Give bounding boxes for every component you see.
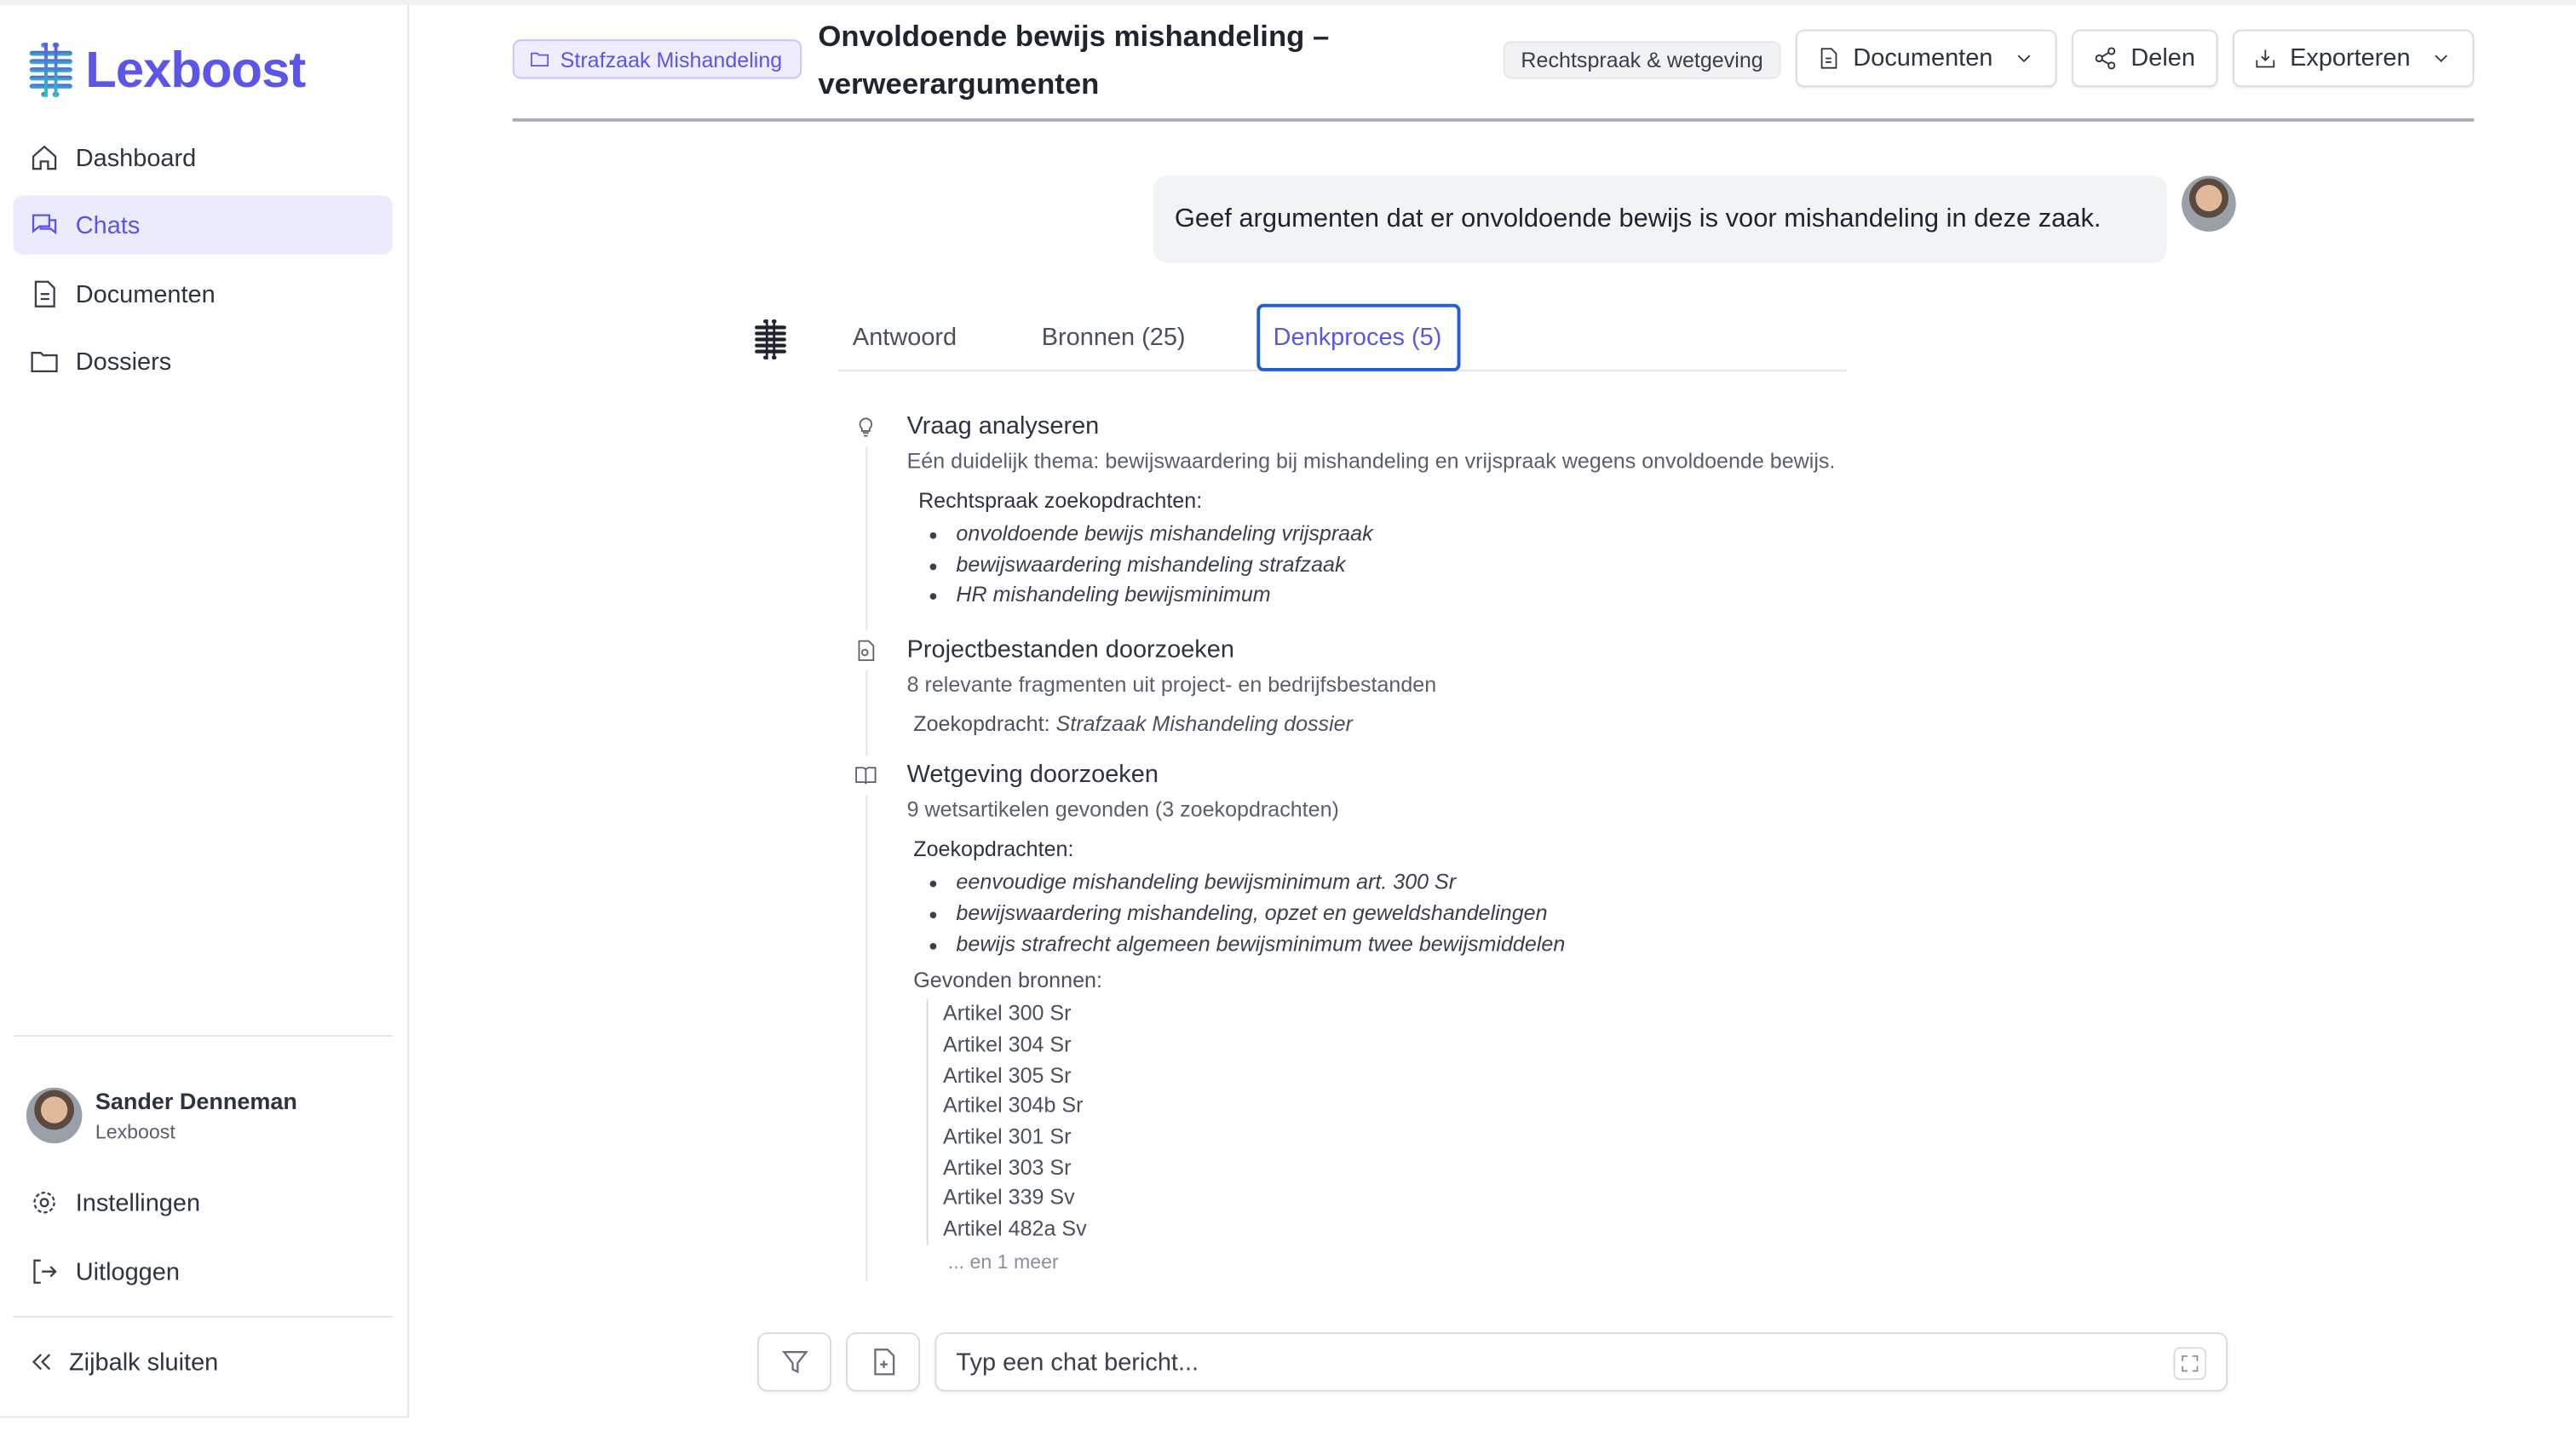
filter-icon bbox=[779, 1347, 809, 1377]
tab-antwoord[interactable]: Antwoord bbox=[852, 323, 957, 352]
project-name: Strafzaak Mishandeling bbox=[560, 46, 783, 72]
download-icon bbox=[2254, 46, 2277, 71]
share-button[interactable] bbox=[2072, 30, 2218, 87]
sidebar-item-dashboard[interactable] bbox=[13, 128, 392, 187]
user-avatar bbox=[2182, 175, 2236, 232]
scope-badge: Rechtspraak & wetgeving bbox=[1504, 41, 1781, 78]
source-item[interactable]: Artikel 304b Sr bbox=[942, 1093, 1084, 1118]
query-item: onvoldoende bewijs mishandeling vrijspraak bbox=[927, 519, 1898, 549]
collapse-sidebar-button[interactable] bbox=[13, 1332, 392, 1391]
file-search-icon bbox=[854, 639, 877, 662]
export-label: Exporteren bbox=[2290, 44, 2411, 72]
source-item[interactable]: Artikel 339 Sv bbox=[942, 1185, 1075, 1210]
folder-icon bbox=[30, 347, 60, 377]
user-message-text: Geef argumenten dat er onvoldoende bewijs is voor mishandeling in deze zaak. bbox=[1174, 204, 2102, 233]
source-item[interactable]: Artikel 303 Sr bbox=[942, 1154, 1072, 1180]
book-icon bbox=[854, 764, 877, 787]
sidebar-item-chats[interactable] bbox=[13, 195, 392, 254]
sources-list bbox=[927, 999, 1898, 1245]
user-message bbox=[1153, 175, 2167, 262]
query-label: Zoekopdracht: bbox=[913, 711, 1050, 737]
query-item: bewijswaardering mishandeling strafzaak bbox=[927, 549, 1898, 580]
divider bbox=[13, 1035, 392, 1037]
user-name: Sander Denneman bbox=[95, 1087, 297, 1114]
source-item[interactable]: Artikel 304 Sr bbox=[942, 1031, 1072, 1056]
source-item[interactable]: Artikel 301 Sr bbox=[942, 1124, 1072, 1149]
step-description: 8 relevante fragmenten uit project- en bedrijfsbestanden bbox=[906, 671, 1437, 697]
more-sources: ... en 1 meer bbox=[947, 1250, 1059, 1274]
thinking-steps bbox=[846, 411, 1897, 1285]
filter-button[interactable] bbox=[757, 1332, 831, 1391]
chat-icon bbox=[30, 210, 60, 240]
user-org: Lexboost bbox=[95, 1120, 175, 1144]
brand-name: Lexboost bbox=[85, 41, 306, 99]
chevrons-left-icon bbox=[26, 1347, 56, 1377]
tab-denkproces[interactable]: Denkproces (5) bbox=[1256, 304, 1460, 371]
step-title: Projectbestanden doorzoeken bbox=[906, 635, 1234, 664]
sidebar-item-label: Dashboard bbox=[75, 143, 197, 172]
query-item: eenvoudige mishandeling bewijsminimum art. 300 Sr bbox=[927, 867, 1898, 898]
expand-button[interactable] bbox=[2173, 1347, 2206, 1380]
sidebar-item-label: Chats bbox=[75, 210, 141, 239]
project-chip[interactable] bbox=[513, 39, 802, 78]
home-icon bbox=[30, 143, 60, 173]
query-item: bewijs strafrecht algemeen bewijsminimum twee bewijsmiddelen bbox=[927, 929, 1898, 960]
folder-icon bbox=[529, 49, 550, 69]
sidebar-item-label: Dossiers bbox=[75, 347, 172, 376]
query-value: Strafzaak Mishandeling dossier bbox=[1055, 711, 1353, 737]
step-description: 9 wetsartikelen gevonden (3 zoekopdrachten) bbox=[906, 796, 1339, 822]
logout-icon bbox=[30, 1256, 60, 1286]
documents-label: Documenten bbox=[1853, 44, 1993, 72]
sidebar bbox=[0, 5, 409, 1418]
sidebar-item-dossiers[interactable] bbox=[13, 332, 392, 391]
settings-label: Instellingen bbox=[75, 1188, 201, 1217]
step-subheading: Zoekopdrachten: bbox=[913, 836, 1074, 861]
documents-dropdown[interactable] bbox=[1796, 30, 2057, 87]
query-item: HR mishandeling bewijsminimum bbox=[927, 581, 1898, 612]
chevron-down-icon bbox=[2430, 46, 2453, 71]
attach-document-button[interactable] bbox=[846, 1332, 920, 1391]
settings-link[interactable] bbox=[13, 1173, 392, 1232]
step-title: Vraag analyseren bbox=[906, 412, 1100, 440]
user-avatar[interactable] bbox=[26, 1088, 83, 1144]
step-law bbox=[846, 759, 1897, 1285]
share-label: Delen bbox=[2130, 44, 2195, 72]
source-item[interactable]: Artikel 482a Sv bbox=[942, 1216, 1087, 1241]
step-subheading: Rechtspraak zoekopdrachten: bbox=[918, 487, 1203, 513]
divider bbox=[13, 1316, 392, 1318]
query-item: bewijswaardering mishandeling, opzet en geweldshandelingen bbox=[927, 899, 1898, 929]
chat-input-placeholder: Typ een chat bericht... bbox=[956, 1348, 1199, 1377]
file-plus-icon bbox=[868, 1347, 898, 1377]
gear-icon bbox=[30, 1187, 60, 1217]
sidebar-item-label: Documenten bbox=[75, 279, 216, 308]
assistant-logo-icon bbox=[752, 319, 788, 361]
sources-label: Gevonden bronnen: bbox=[913, 968, 1102, 993]
source-item[interactable]: Artikel 300 Sr bbox=[942, 1000, 1072, 1026]
chat-input[interactable] bbox=[934, 1332, 2228, 1391]
document-icon bbox=[30, 279, 60, 309]
lightbulb-icon bbox=[854, 416, 877, 439]
step-analyze bbox=[846, 411, 1897, 634]
logout-link[interactable] bbox=[13, 1242, 392, 1301]
page-title: Onvoldoende bewijs mishandeling – verweerargumenten bbox=[818, 20, 1330, 101]
chevron-down-icon bbox=[2013, 46, 2036, 71]
source-item[interactable]: Artikel 305 Sr bbox=[942, 1062, 1072, 1087]
logo[interactable] bbox=[26, 41, 305, 100]
header-divider bbox=[513, 118, 2475, 122]
sidebar-item-documenten[interactable] bbox=[13, 264, 392, 323]
step-title: Wetgeving doorzoeken bbox=[906, 761, 1159, 789]
logout-label: Uitloggen bbox=[75, 1257, 180, 1286]
expand-icon bbox=[2180, 1354, 2199, 1373]
lexboost-logo-icon bbox=[26, 43, 76, 99]
step-description: Eén duidelijk thema: bewijswaardering bij mishandeling en vrijspraak wegens onvoldoende bewijs. bbox=[906, 448, 1836, 474]
collapse-label: Zijbalk sluiten bbox=[68, 1348, 219, 1377]
step-files bbox=[846, 635, 1897, 760]
share-icon bbox=[2093, 46, 2118, 71]
document-icon bbox=[1817, 46, 1840, 71]
tab-bronnen[interactable]: Bronnen (25) bbox=[1041, 323, 1186, 352]
export-dropdown[interactable] bbox=[2233, 30, 2474, 87]
